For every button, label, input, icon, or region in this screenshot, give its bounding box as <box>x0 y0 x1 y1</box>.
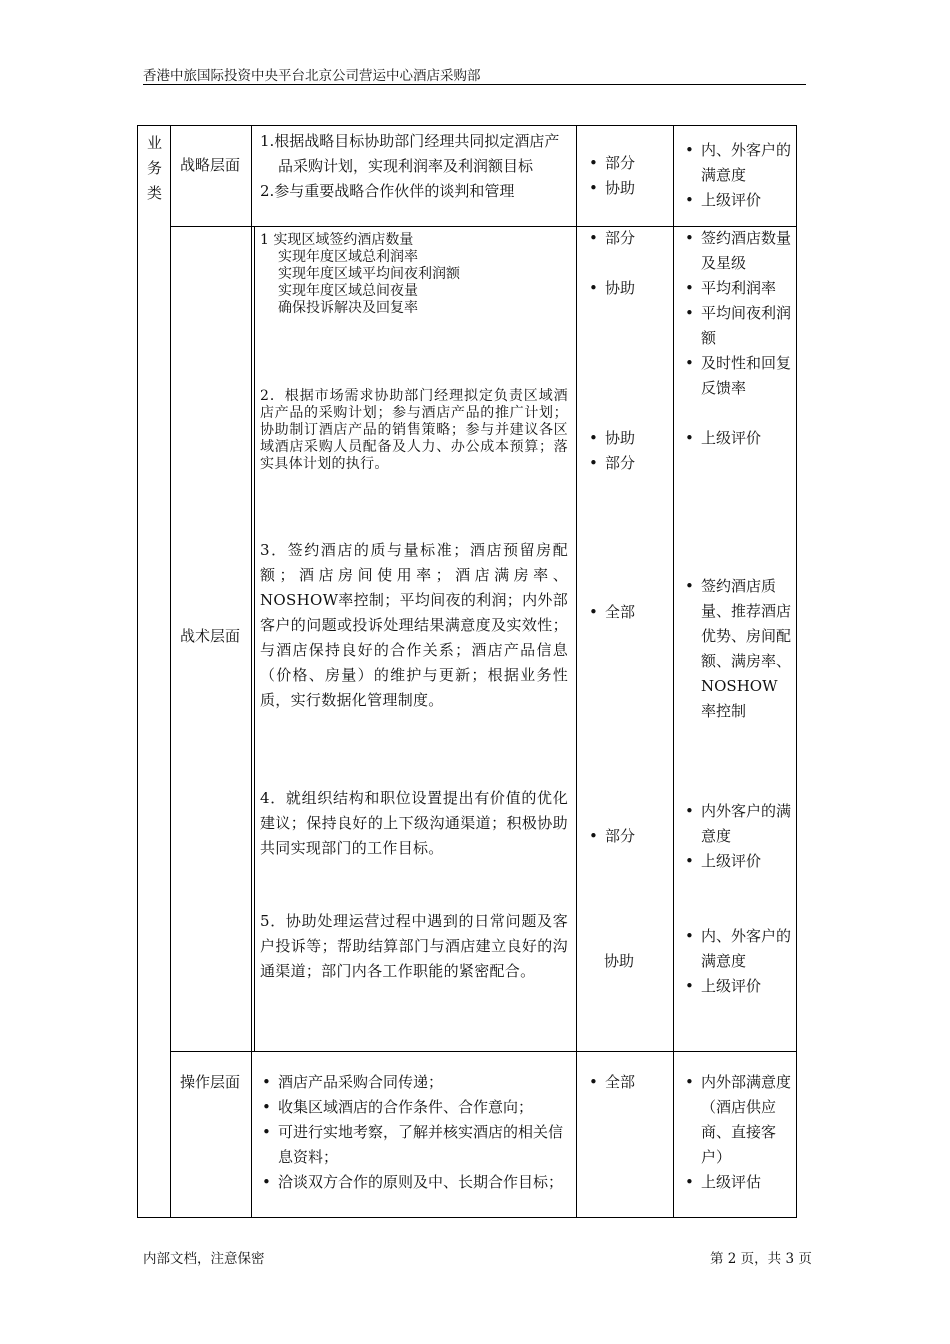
operational-role-1: • 全部 <box>583 1070 668 1095</box>
level-tactical: 战术层面 <box>180 627 241 645</box>
operational-kpi-1: • 内外部满意度（酒店供应商、直接客户） <box>679 1070 791 1170</box>
tactical-duty-1-kpi-1: • 签约酒店数量及星级 <box>679 226 791 276</box>
tactical-duty-5-kpis <box>679 924 791 999</box>
tactical-duty-1-line-4: 实现年度区域总间夜量 <box>278 283 418 299</box>
tactical-duty-1-kpi-4: • 及时性和回复反馈率 <box>679 351 791 401</box>
strategic-kpis <box>679 138 791 213</box>
tactical-duty-2-role-1: • 协助 <box>583 426 668 451</box>
tactical-duty-1-kpi-3: • 平均间夜利润额 <box>679 301 791 351</box>
col-divider-2 <box>251 126 252 1217</box>
tactical-duty-2-roles <box>583 426 668 476</box>
tactical-duty-2-role-2: • 部分 <box>583 451 668 476</box>
tactical-duty-1-kpi-2: • 平均利润率 <box>679 276 791 301</box>
level-strategic: 战略层面 <box>180 156 241 174</box>
tactical-duty-1-line-2: 实现年度区域总利润率 <box>278 249 418 265</box>
tactical-duty-5: 5．协助处理运营过程中遇到的日常问题及客户投诉等；帮助结算部门与酒店建立良好的沟通渠道；部门内各工作职能的紧密配合。 <box>260 912 568 980</box>
col-divider-2b <box>254 226 255 1051</box>
strategic-roles <box>583 151 668 201</box>
tactical-duty-1-kpis <box>679 226 791 401</box>
col-divider-4 <box>673 126 674 1217</box>
operational-duties <box>256 1070 571 1195</box>
tactical-duty-3-kpis <box>679 574 791 724</box>
strategic-duties <box>260 129 568 204</box>
footer-page-number: 第 2 页，共 3 页 <box>710 1251 812 1267</box>
tactical-duty-3-kpi-1: • 签约酒店质量、推荐酒店优势、房间配额、满房率、NOSHOW率控制 <box>679 574 791 724</box>
tactical-duty-5-kpi-1: • 内、外客户的满意度 <box>679 924 791 974</box>
operational-kpi-2: • 上级评估 <box>679 1170 791 1195</box>
operational-roles <box>583 1070 668 1095</box>
strategic-role-1: • 部分 <box>583 151 668 176</box>
tactical-duty-4-roles <box>583 824 668 849</box>
operational-kpis <box>679 1070 791 1195</box>
tactical-duty-1-line-3: 实现年度区域平均间夜利润额 <box>278 266 460 282</box>
tactical-duty-3: 3．签约酒店的质与量标准；酒店预留房配额；酒店房间使用率；酒店满房率、NOSHOW率控制；平均间夜的利润；内外部客户的问题或投诉处理结果满意度及实效性；与酒店保持良好的合作关系；酒店产品信息（价格、房量）的维护与更新；根据业务性质，实行数据化管理制度。 <box>260 541 568 709</box>
tactical-duty-5-role: 协助 <box>604 952 635 970</box>
responsibility-table <box>137 125 797 1218</box>
strategic-kpi-1: • 内、外客户的满意度 <box>679 138 791 188</box>
category-label: 业务类 <box>147 134 163 202</box>
tactical-duty-4-kpis <box>679 799 791 874</box>
row-divider-2 <box>170 1051 796 1052</box>
strategic-duty-1: 1.根据战略目标协助部门经理共同拟定酒店产品采购计划，实现利润率及利润额目标 <box>260 132 560 175</box>
tactical-duty-1 <box>260 232 568 317</box>
strategic-role-2: • 协助 <box>583 176 668 201</box>
tactical-duty-4: 4．就组织结构和职位设置提出有价值的优化建议；保持良好的上下级沟通渠道；积极协助共同实现部门的工作目标。 <box>260 789 568 857</box>
strategic-duty-2: 2.参与重要战略合作伙伴的谈判和管理 <box>260 182 515 200</box>
operational-duty-1: • 酒店产品采购合同传递； <box>256 1070 571 1095</box>
tactical-duty-2: 2．根据市场需求协助部门经理拟定负责区域酒店产品的采购计划；参与酒店产品的推广计划；协助制订酒店产品的销售策略；参与并建议各区域酒店采购人员配备及人力、办公成本预算；落实具体计划的执行。 <box>260 388 568 472</box>
col-divider-3 <box>576 126 577 1217</box>
strategic-kpi-2: • 上级评价 <box>679 188 791 213</box>
tactical-duty-1-line-5: 确保投诉解决及回复率 <box>278 300 418 316</box>
col-divider-1 <box>170 126 171 1217</box>
tactical-duty-2-kpis <box>679 426 791 451</box>
tactical-duty-1-line-1: 1 实现区域签约酒店数量 <box>260 232 414 248</box>
tactical-duty-4-kpi-2: • 上级评价 <box>679 849 791 874</box>
header-divider <box>143 84 806 85</box>
footer-confidential: 内部文档，注意保密 <box>143 1251 265 1267</box>
tactical-duty-1-role-1: • 部分 <box>583 226 668 251</box>
page-header: 香港中旅国际投资中央平台北京公司营运中心酒店采购部 <box>143 68 481 84</box>
operational-duty-3: • 可进行实地考察，了解并核实酒店的相关信息资料； <box>256 1120 571 1170</box>
tactical-duty-1-roles <box>583 226 668 301</box>
tactical-duty-3-role-1: • 全部 <box>583 600 668 625</box>
operational-duty-4: • 洽谈双方合作的原则及中、长期合作目标； <box>256 1170 571 1195</box>
level-operational: 操作层面 <box>180 1073 241 1091</box>
tactical-duty-5-kpi-2: • 上级评价 <box>679 974 791 999</box>
operational-duty-2: • 收集区域酒店的合作条件、合作意向； <box>256 1095 571 1120</box>
tactical-duty-2-kpi-1: • 上级评价 <box>679 426 791 451</box>
tactical-duty-4-role-1: • 部分 <box>583 824 668 849</box>
tactical-duty-4-kpi-1: • 内外客户的满意度 <box>679 799 791 849</box>
tactical-duty-3-roles <box>583 600 668 625</box>
tactical-duty-1-role-2: • 协助 <box>583 276 668 301</box>
